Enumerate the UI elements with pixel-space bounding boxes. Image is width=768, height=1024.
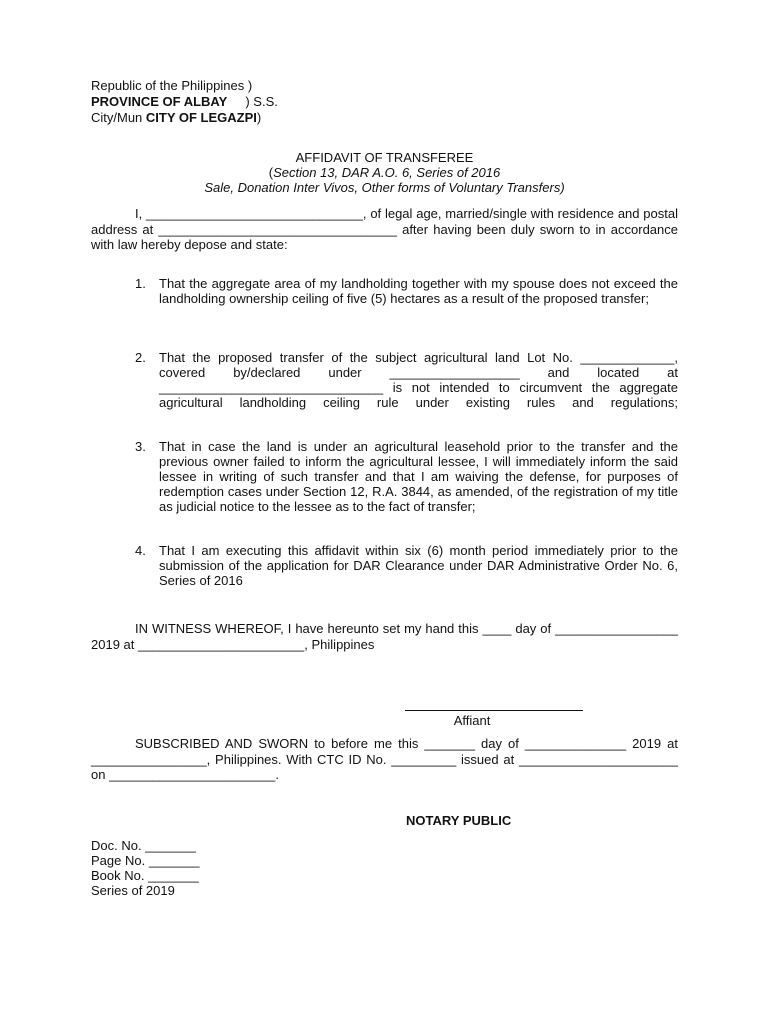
list-item-number: 3.: [135, 439, 146, 454]
signature-line: [405, 710, 583, 711]
venue-republic: Republic of the Philippines ): [91, 78, 253, 93]
document-title: AFFIDAVIT OF TRANSFEREE: [295, 150, 474, 165]
notarial-ledger: [91, 838, 199, 898]
ledger-book-no: Book No. _______: [91, 868, 199, 883]
subtitle-paren: (: [268, 165, 274, 180]
venue-block: [91, 78, 278, 126]
venue-city-line: [91, 110, 278, 126]
list-item-text: That the proposed transfer of the subject agricultural land Lot No. _____________, covered by/declared under __________________ and located at _______________________________ is not intended to circumvent the aggregate agricultural landholding ceiling rule under existing rules and regulations;: [159, 350, 678, 410]
list-item: [135, 543, 678, 588]
witness-paragraph: IN WITNESS WHEREOF, I have hereunto set my hand this ____ day of _________________ 2019 at _______________________, Philippines: [91, 621, 678, 652]
document-subtitle-2: Sale, Donation Inter Vivos, Other forms of Voluntary Transfers): [204, 180, 565, 195]
list-item: [135, 276, 678, 306]
venue-city-suffix: ): [256, 110, 262, 125]
venue-ss: ) S.S.: [227, 94, 278, 109]
subscribed-paragraph: SUBSCRIBED AND SWORN to before me this _______ day of ______________ 2019 at ________________, Philippines. With CTC ID No. _________ issued at ______________________ on _______________________.: [91, 736, 678, 782]
list-item-text: That in case the land is under an agricultural leasehold prior to the transfer and the previous owner failed to inform the agricultural lessee, I will immediately inform the said lessee in writing of such transfer and that I am waiving the defense, for purposes of redemption cases under Section 12, R.A. 3844, as amended, of the registration of my title as judicial notice to the lessee as to the fact of transfer;: [159, 439, 678, 514]
venue-city-prefix: City/Mun: [91, 110, 146, 125]
list-item-number: 2.: [135, 350, 146, 365]
ledger-series: Series of 2019: [91, 883, 175, 898]
document-subtitle: [91, 165, 678, 180]
ledger-page-no: Page No. _______: [91, 853, 200, 868]
list-item-text: That the aggregate area of my landholding together with my spouse does not exceed the landholding ownership ceiling of five (5) hectares as a result of the proposed transfer;: [159, 276, 678, 306]
venue-city: CITY OF LEGAZPI: [145, 110, 257, 125]
document-title-block: [91, 150, 678, 195]
list-item-number: 4.: [135, 543, 146, 558]
venue-province-line: [91, 94, 278, 110]
list-item-text: That I am executing this affidavit within six (6) month period immediately prior to the submission of the application for DAR Clearance under DAR Administrative Order No. 6, Series of 2016: [159, 543, 678, 588]
venue-province: PROVINCE OF ALBAY: [91, 94, 228, 109]
affiant-label: Affiant: [453, 713, 491, 728]
subtitle-section: Section 13, DAR A.O. 6, Series of 2016: [273, 165, 501, 180]
ledger-doc-no: Doc. No. _______: [91, 838, 196, 853]
list-item: [135, 350, 678, 410]
list-item-number: 1.: [135, 276, 146, 291]
list-item: [135, 439, 678, 514]
intro-paragraph: I, ______________________________, of legal age, married/single with residence and postal address at _________________________________ after having been duly sworn to in accordance with law hereby depose and state:: [91, 206, 678, 252]
notary-public-label: NOTARY PUBLIC: [406, 813, 512, 828]
